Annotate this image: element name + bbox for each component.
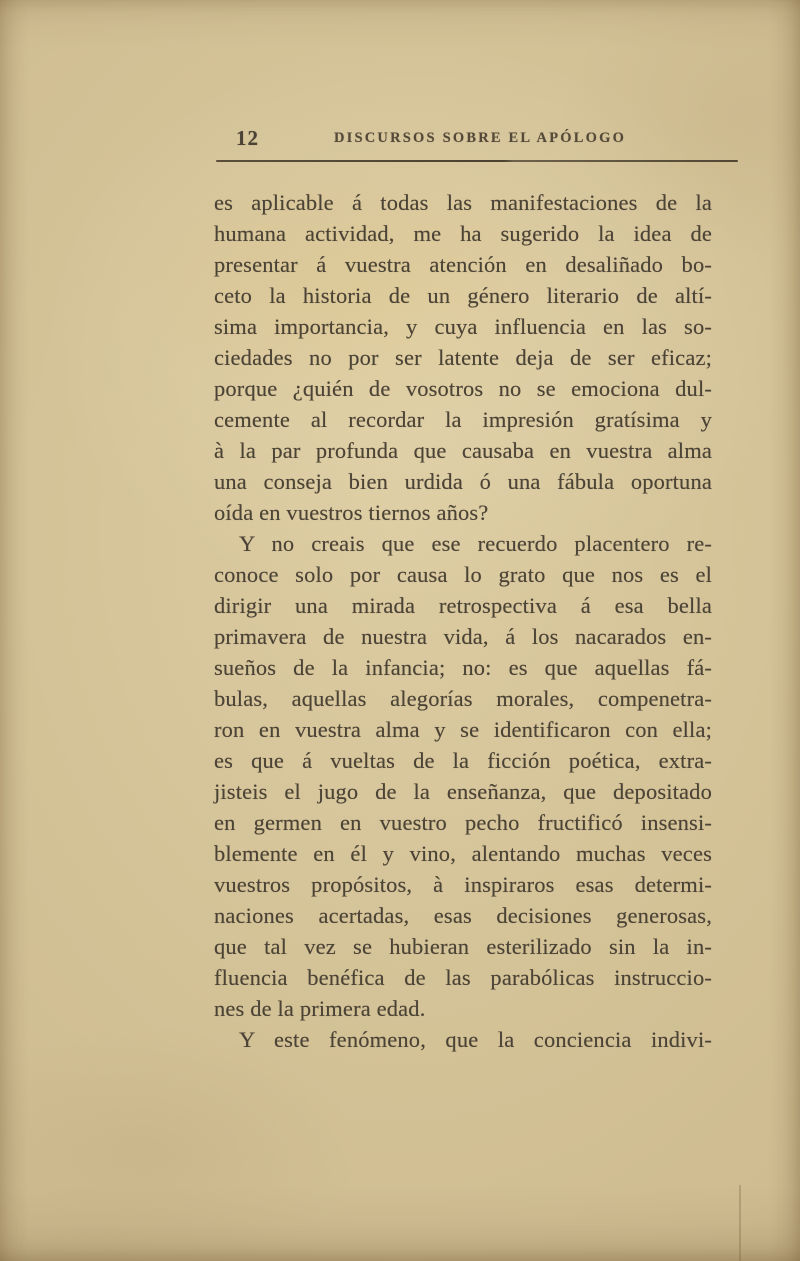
text-line: nes de la primera edad. — [214, 996, 426, 1021]
text-line: jisteis el jugo de la enseñanza, que depositado — [214, 779, 712, 804]
text-line: presentar á vuestra atención en desaliñado bo- — [214, 252, 712, 277]
text-line: es que á vueltas de la ficción poética, extra- — [214, 748, 712, 773]
text-line: sueños de la infancia; no: es que aquellas fá- — [214, 655, 712, 680]
text-line: Y este fenómeno, que la conciencia indivi- — [239, 1027, 712, 1052]
running-title: DISCURSOS SOBRE EL APÓLOGO — [333, 130, 627, 146]
text-line: ceto la historia de un género literario de altí- — [214, 283, 712, 308]
body-text — [214, 187, 712, 1055]
text-line: sima importancia, y cuya influencia en las so- — [214, 314, 712, 339]
text-line: à la par profunda que causaba en vuestra alma — [214, 438, 712, 463]
text-line: dirigir una mirada retrospectiva á esa bella — [214, 593, 712, 618]
text-line: fluencia benéfica de las parabólicas instruccio- — [214, 965, 712, 990]
text-line: una conseja bien urdida ó una fábula oportuna — [214, 469, 712, 494]
page-number: 12 — [236, 126, 259, 150]
text-line: cemente al recordar la impresión gratísima y — [214, 407, 712, 432]
text-line: porque ¿quién de vosotros no se emociona dul- — [214, 376, 712, 401]
text-line: primavera de nuestra vida, á los nacarados en- — [214, 624, 712, 649]
text-line: conoce solo por causa lo grato que nos es el — [214, 562, 712, 587]
text-line: bulas, aquellas alegorías morales, compenetra- — [214, 686, 712, 711]
page-header — [214, 126, 712, 156]
text-line: Y no creais que ese recuerdo placentero re- — [239, 531, 712, 556]
text-line: naciones acertadas, esas decisiones generosas, — [214, 903, 712, 928]
text-line: oída en vuestros tiernos años? — [214, 500, 489, 525]
text-line: es aplicable á todas las manifestaciones de la — [214, 190, 712, 215]
text-line: ron en vuestra alma y se identificaron con ella; — [214, 717, 712, 742]
text-line: ciedades no por ser latente deja de ser eficaz; — [214, 345, 712, 370]
text-line: vuestros propósitos, à inspiraros esas determi- — [214, 872, 712, 897]
text-line: blemente en él y vino, alentando muchas veces — [214, 841, 712, 866]
text-line: humana actividad, me ha sugerido la idea de — [214, 221, 712, 246]
header-rule — [216, 160, 738, 162]
text-line: que tal vez se hubieran esterilizado sin la in- — [214, 934, 712, 959]
text-line: en germen en vuestro pecho fructificó insensi- — [214, 810, 712, 835]
paper-crease — [739, 1185, 741, 1261]
